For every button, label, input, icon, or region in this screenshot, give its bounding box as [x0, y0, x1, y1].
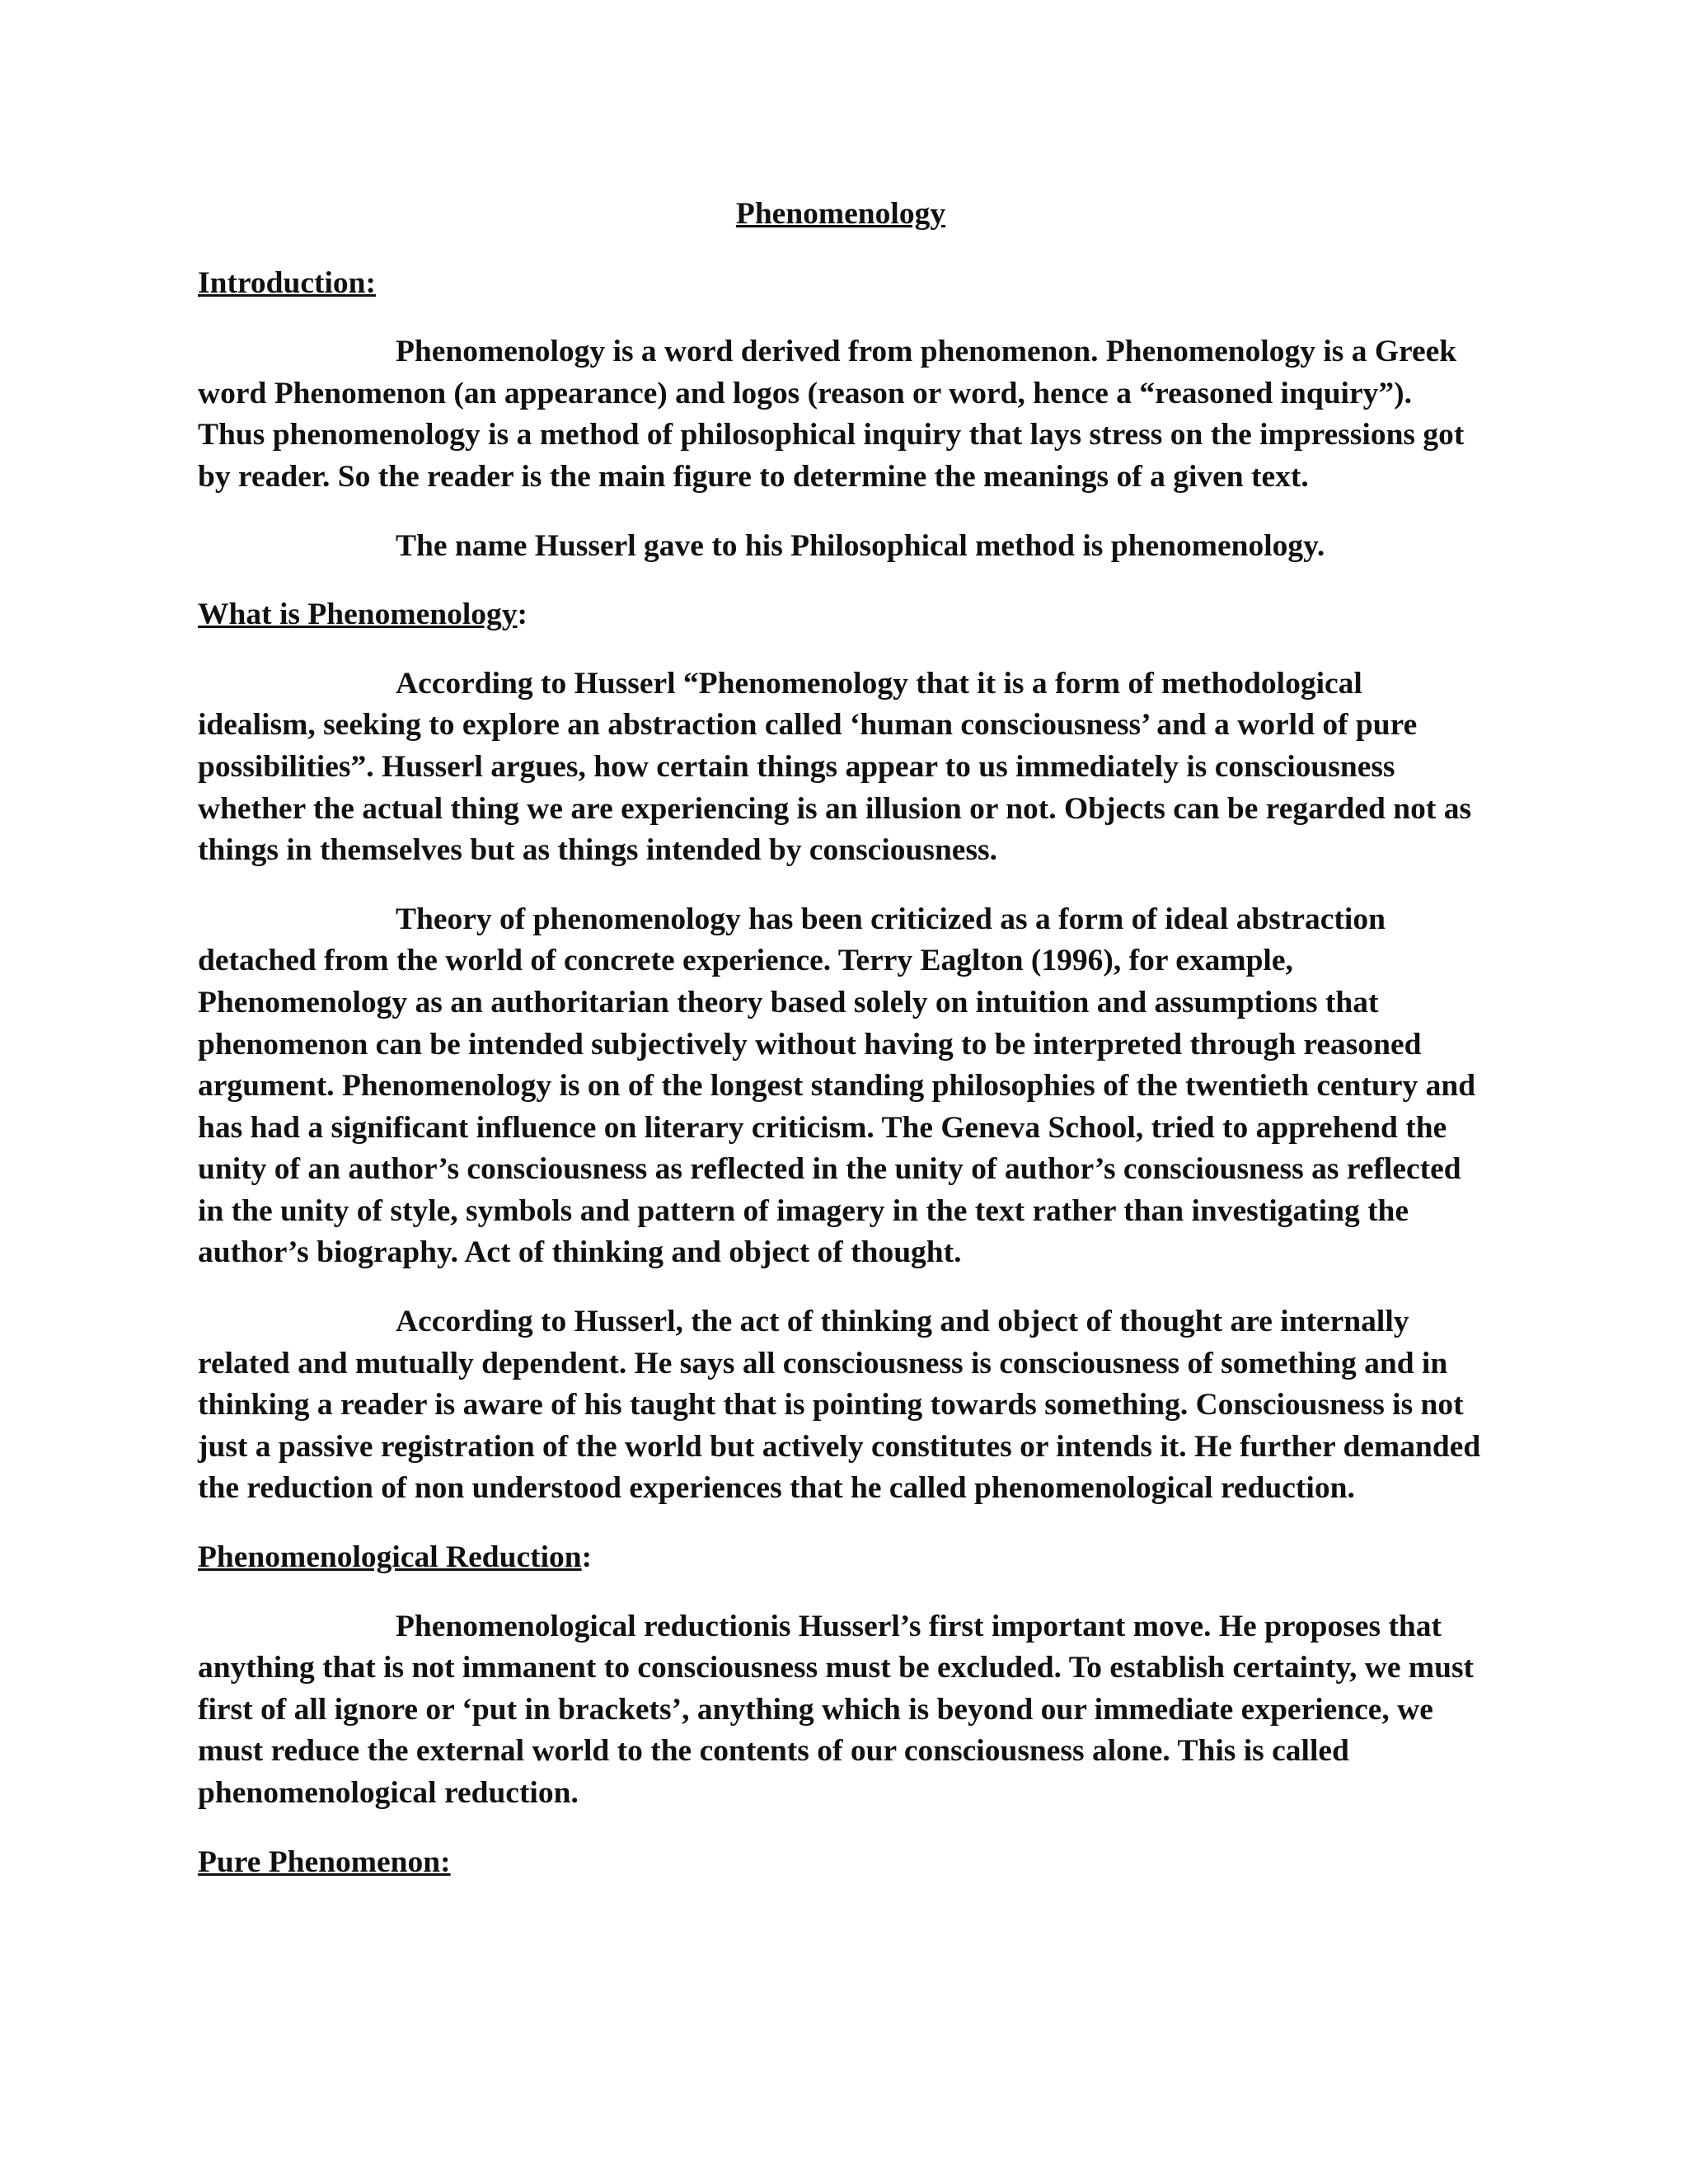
paragraph-introduction-2: The name Husserl gave to his Philosophical method is phenomenology.: [396, 528, 1325, 563]
section-heading-pure-phenomenon: [198, 1842, 1484, 1884]
section-heading-what-is: [198, 594, 1484, 636]
section-heading-what-is-text: What is Phenomenology: [198, 598, 518, 632]
paragraph-what-is-3: According to Husserl, the act of thinking and object of thought are internally related and mutually dependent. He says all consciousness is consciousness of something and in thinking a reader is aware of his taught that is pointing towards something. Consciousness is not just a passive registration of the world but actively constitutes or intends it. He further demanded the reduction of non understood experiences that he called phenomenological reduction.: [198, 1305, 1481, 1506]
paragraph-what-is-1: According to Husserl “Phenomenology that it is a form of methodological idealism, seeking to explore an abstraction called ‘human consciousness’ and a world of pure possibilities”. Husserl argues, how certain things appear to us immediately is consciousness whether the actual thing we are experiencing is an illusion or not. Objects can be regarded not as things in themselves but as things intended by consciousness.: [198, 666, 1472, 868]
section-heading-pure-phenomenon-text: Pure Phenomenon:: [198, 1844, 451, 1879]
section-heading-introduction-text: Introduction:: [198, 265, 377, 300]
section-heading-reduction-text: Phenomenological Reduction: [198, 1540, 582, 1575]
section-heading-what-is-colon: :: [517, 598, 528, 632]
section-heading-introduction: [198, 263, 1484, 305]
section-heading-reduction-colon: :: [581, 1540, 593, 1575]
document-body: [198, 194, 1484, 1910]
paragraph-reduction-1: Phenomenological reductionis Husserl’s first important move. He proposes that anything that is not immanent to consciousness must be excluded. To establish certainty, we must first of all ignore or ‘put in brackets’, anything which is beyond our immediate experience, we must reduce the external world to the contents of our consciousness alone. This is called phenomenological reduction.: [198, 1609, 1475, 1810]
paragraph-introduction-1: Phenomenology is a word derived from phenomenon. Phenomenology is a Greek word Phenomenon (an appearance) and logos (reason or word, hence a “reasoned inquiry”). Thus phenomenology is a method of philosophical inquiry that lays stress on the impressions got by reader. So the reader is the main figure to determine the meanings of a given text.: [198, 335, 1465, 494]
page-title: Phenomenology: [735, 197, 946, 231]
section-heading-reduction: [198, 1537, 1484, 1579]
paragraph-what-is-2: Theory of phenomenology has been criticized as a form of ideal abstraction detached from the world of concrete experience. Terry Eaglton (1996), for example, Phenomenology as an authoritarian theory based solely on intuition and assumptions that phenomenon can be intended subjectively without having to be interpreted through reasoned argument. Phenomenology is on of the longest standing philosophies of the twentieth century and has had a significant influence on literary criticism. The Geneva School, tried to apprehend the unity of an author’s consciousness as reflected in the unity of author’s consciousness as reflected in the unity of style, symbols and pattern of imagery in the text rather than investigating the author’s biography. Act of thinking and object of thought.: [198, 902, 1476, 1270]
